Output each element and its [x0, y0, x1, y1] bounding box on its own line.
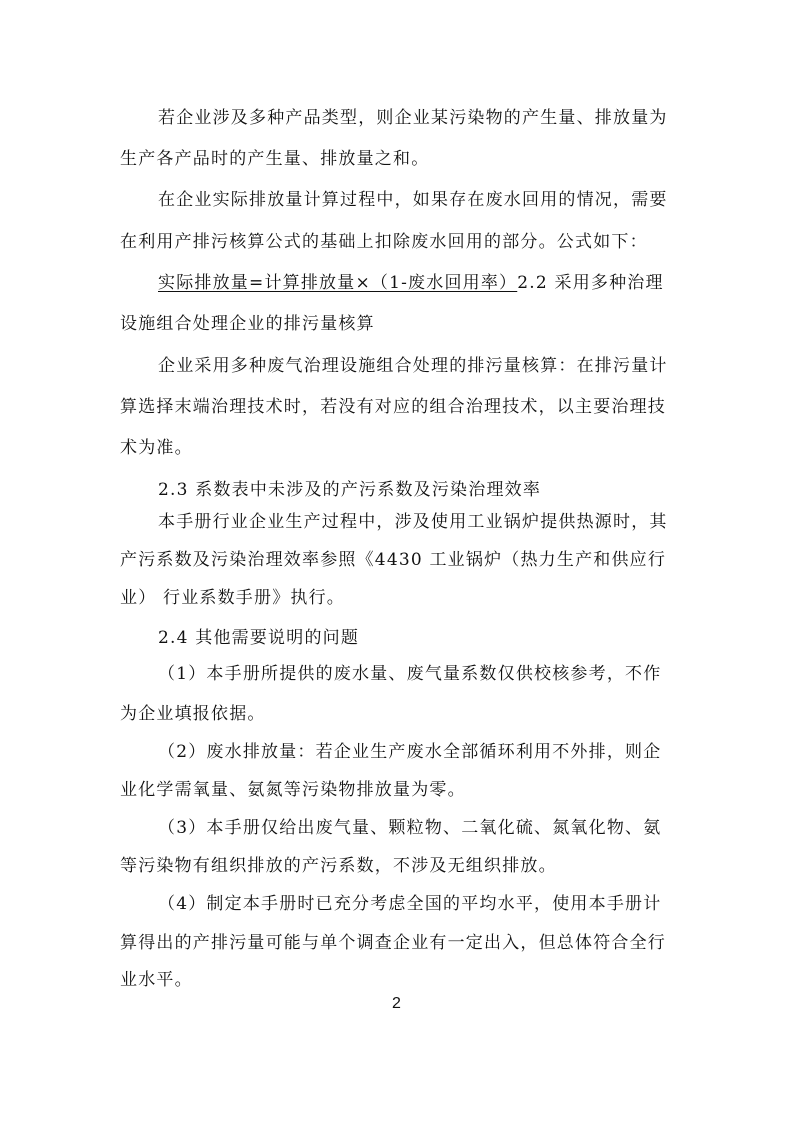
paragraph-line: 在企业实际排放量计算过程中，如果存在废水回用的情况，需要 — [158, 190, 668, 210]
section-2-4-heading: 2.4 其他需要说明的问题 — [158, 628, 360, 648]
note-4-line: 算得出的产排污量可能与单个调查企业有一定出入，但总体符合全行 — [120, 933, 666, 953]
page-number: 2 — [392, 995, 401, 1012]
paragraph-line: 若企业涉及多种产品类型，则企业某污染物的产生量、排放量为 — [158, 108, 668, 128]
note-3-line: 等污染物有组织排放的产污系数，不涉及无组织排放。 — [120, 856, 557, 876]
paragraph-line: 算选择末端治理技术时，若没有对应的组合治理技术，以主要治理技 — [120, 397, 666, 417]
paragraph-line: 本手册行业企业生产过程中，涉及使用工业锅炉提供热源时，其 — [158, 512, 668, 532]
paragraph-line: 生产各产品时的产生量、排放量之和。 — [120, 149, 430, 169]
section-2-2-heading: 2.2 采用多种治理 — [517, 273, 664, 293]
note-4-line: （4）制定本手册时已充分考虑全国的平均水平，使用本手册计 — [158, 894, 662, 914]
section-2-2-heading-cont: 设施组合处理企业的排污量核算 — [120, 314, 375, 334]
paragraph-line: 产污系数及污染治理效率参照《4430 工业锅炉（热力生产和供应行 — [120, 550, 667, 570]
note-4-line: 业水平。 — [120, 970, 193, 990]
formula-text: 实际排放量=计算排放量×（1-废水回用率） — [158, 273, 518, 293]
note-1-line: 为企业填报依据。 — [120, 704, 266, 724]
paragraph-line: 业） 行业系数手册》执行。 — [120, 588, 346, 608]
note-2-line: 业化学需氧量、氨氮等污染物排放量为零。 — [120, 780, 466, 800]
note-1-line: （1）本手册所提供的废水量、废气量系数仅供校核参考，不作 — [158, 664, 662, 684]
note-3-line: （3）本手册仅给出废气量、颗粒物、二氧化硫、氮氧化物、氨 — [158, 818, 662, 838]
paragraph-line: 企业采用多种废气治理设施组合处理的排污量核算：在排污量计 — [158, 356, 668, 376]
formula-line — [158, 273, 664, 293]
section-2-3-heading: 2.3 系数表中未涉及的产污系数及污染治理效率 — [158, 480, 542, 500]
paragraph-line: 术为准。 — [120, 438, 193, 458]
note-2-line: （2）废水排放量：若企业生产废水全部循环利用不外排，则企 — [158, 742, 662, 762]
paragraph-line: 在利用产排污核算公式的基础上扣除废水回用的部分。公式如下： — [120, 232, 648, 252]
